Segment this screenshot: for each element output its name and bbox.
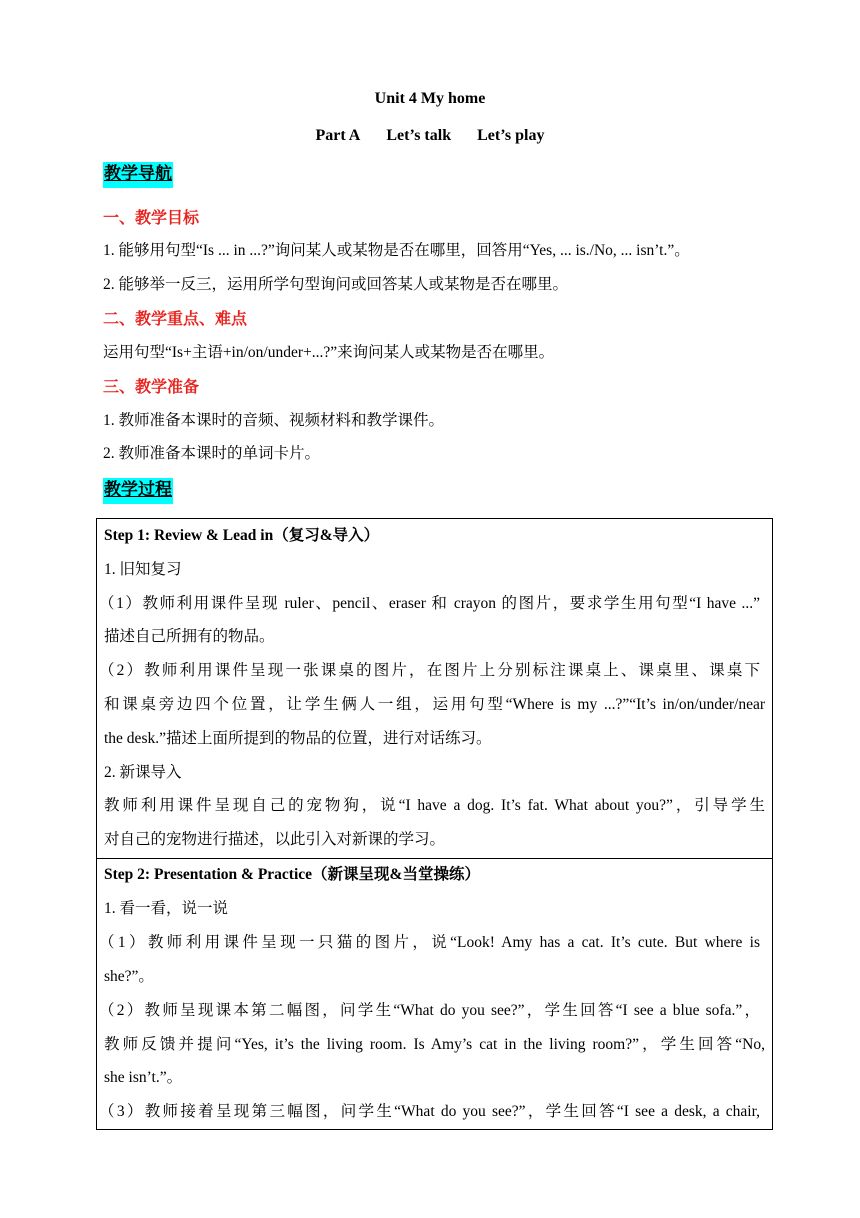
step1-line: （1）教师利用课件呈现 ruler、pencil、eraser 和 crayon 的图片，要求学生用句型“I have ...”: [99, 595, 760, 612]
step2-title: Step 2: Presentation & Practice（新课呈现&当堂操练）: [104, 866, 480, 883]
unit-title: Unit 4 My home: [374, 90, 486, 107]
step2-line: she isn’t.”。: [104, 1069, 183, 1086]
step2-line: （3）教师接着呈现第三幅图，问学生“What do you see?”，学生回答“I see a desk, a chair,: [99, 1103, 760, 1120]
teaching-process-heading: 教学过程: [103, 478, 173, 504]
goals-heading: 一、教学目标: [103, 210, 200, 227]
lesson-parts: [0, 127, 860, 145]
part-label: Let’s play: [477, 127, 545, 144]
step1-title: Step 1: Review & Lead in（复习&导入）: [104, 527, 380, 544]
step1-line: the desk.”描述上面所提到的物品的位置，进行对话练习。: [104, 730, 492, 747]
process-table: [96, 518, 773, 1130]
key-points-text: 运用句型“Is+主语+in/on/under+...?”来询问某人或某物是否在哪里。: [103, 344, 555, 361]
step1-line: 对自己的宠物进行描述，以此引入对新课的学习。: [104, 831, 446, 848]
step2-line: she?”。: [104, 968, 154, 985]
step2-line: 教师反馈并提问“Yes, it’s the living room. Is Amy’s cat in the living room?”，学生回答“No,: [104, 1036, 765, 1053]
step2-line: 1. 看一看，说一说: [104, 900, 229, 917]
step1-line: 2. 新课导入: [104, 764, 182, 781]
step2-line: （2）教师呈现课本第二幅图，问学生“What do you see?”，学生回答“I see a blue sofa.”，: [99, 1002, 760, 1019]
step1-line: （2）教师利用课件呈现一张课桌的图片，在图片上分别标注课桌上、课桌里、课桌下: [99, 662, 760, 679]
goal-item: 2. 能够举一反三，运用所学句型询问或回答某人或某物是否在哪里。: [103, 276, 569, 293]
key-points-heading: 二、教学重点、难点: [103, 311, 248, 328]
preparation-item: 2. 教师准备本课时的单词卡片。: [103, 445, 321, 462]
preparation-item: 1. 教师准备本课时的音频、视频材料和教学课件。: [103, 412, 445, 429]
step1-line: 教师利用课件呈现自己的宠物狗，说“I have a dog. It’s fat. What about you?”，引导学生: [104, 797, 765, 814]
step1-line: 描述自己所拥有的物品。: [104, 628, 275, 645]
row-divider: [97, 858, 772, 859]
goal-item: 1. 能够用句型“Is ... in ...?”询问某人或某物是否在哪里，回答用“Yes, ... is./No, ... isn’t.”。: [103, 242, 690, 259]
step1-line: 1. 旧知复习: [104, 561, 182, 578]
part-label: Let’s talk: [386, 127, 452, 144]
part-label: Part A: [315, 127, 361, 144]
teaching-navigation-heading: 教学导航: [103, 162, 173, 188]
preparation-heading: 三、教学准备: [103, 379, 200, 396]
step2-line: （1）教师利用课件呈现一只猫的图片，说“Look! Amy has a cat. It’s cute. But where is: [99, 934, 760, 951]
step1-line: 和课桌旁边四个位置，让学生俩人一组，运用句型“Where is my ...?”“It’s in/on/under/near: [104, 696, 765, 713]
